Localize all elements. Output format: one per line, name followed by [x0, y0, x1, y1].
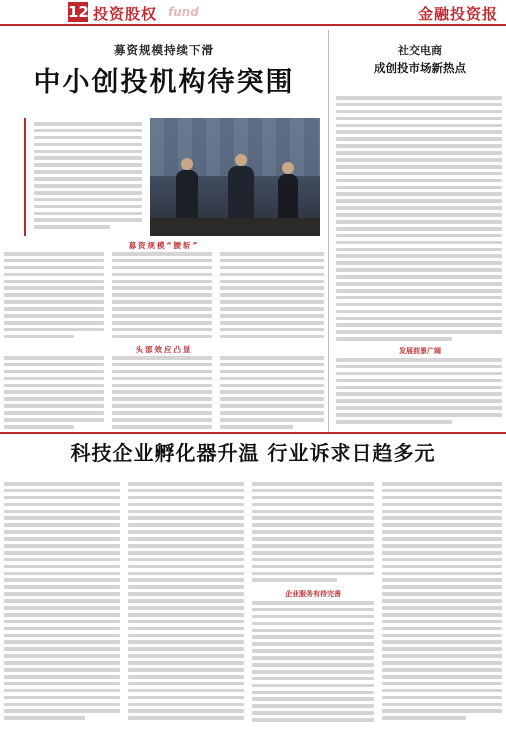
bottom-body-col-1: [4, 482, 120, 723]
masthead-logo: 金融投资报: [417, 5, 498, 23]
bottom-body-col-2: [128, 482, 244, 723]
main-article-kicker: 募资规模持续下滑: [114, 43, 214, 57]
main-body-col-5: [112, 356, 212, 432]
main-article-headline: 中小创投机构待突围: [33, 67, 295, 98]
bottom-article-headline: 科技企业孵化器升温 行业诉求日趋多元: [70, 441, 436, 465]
bottom-body-col-5: [382, 482, 502, 723]
column-divider: [328, 30, 329, 434]
right-article-title: 成创投市场新热点: [374, 61, 466, 75]
main-article-summary: [24, 118, 144, 236]
main-subhead-1: 募资规模“腰斩”: [128, 241, 200, 250]
bottom-body-col-3: [252, 482, 374, 585]
right-body-2: [336, 358, 502, 427]
main-subhead-2: 头部效应凸显: [135, 345, 193, 354]
main-body-col-6: [220, 356, 324, 432]
summary-text: [34, 122, 142, 232]
bottom-section-rule: [0, 432, 506, 434]
right-subhead-1: 发展前景广阔: [399, 347, 441, 355]
main-body-col-2: [112, 252, 212, 342]
right-body-1: [336, 96, 502, 344]
main-body-col-1: [4, 252, 104, 342]
page-header: [0, 0, 506, 26]
page-number: 12: [68, 3, 89, 21]
meeting-photo: [150, 118, 320, 236]
main-body-col-4: [4, 356, 104, 432]
section-subtitle: fund: [168, 5, 199, 19]
bottom-subhead-1: 企业服务有待完善: [285, 590, 341, 598]
right-article-kicker: 社交电商: [398, 44, 442, 57]
section-title: 投资股权: [93, 5, 158, 23]
main-body-col-3: [220, 252, 324, 342]
bottom-body-col-4: [252, 601, 374, 725]
